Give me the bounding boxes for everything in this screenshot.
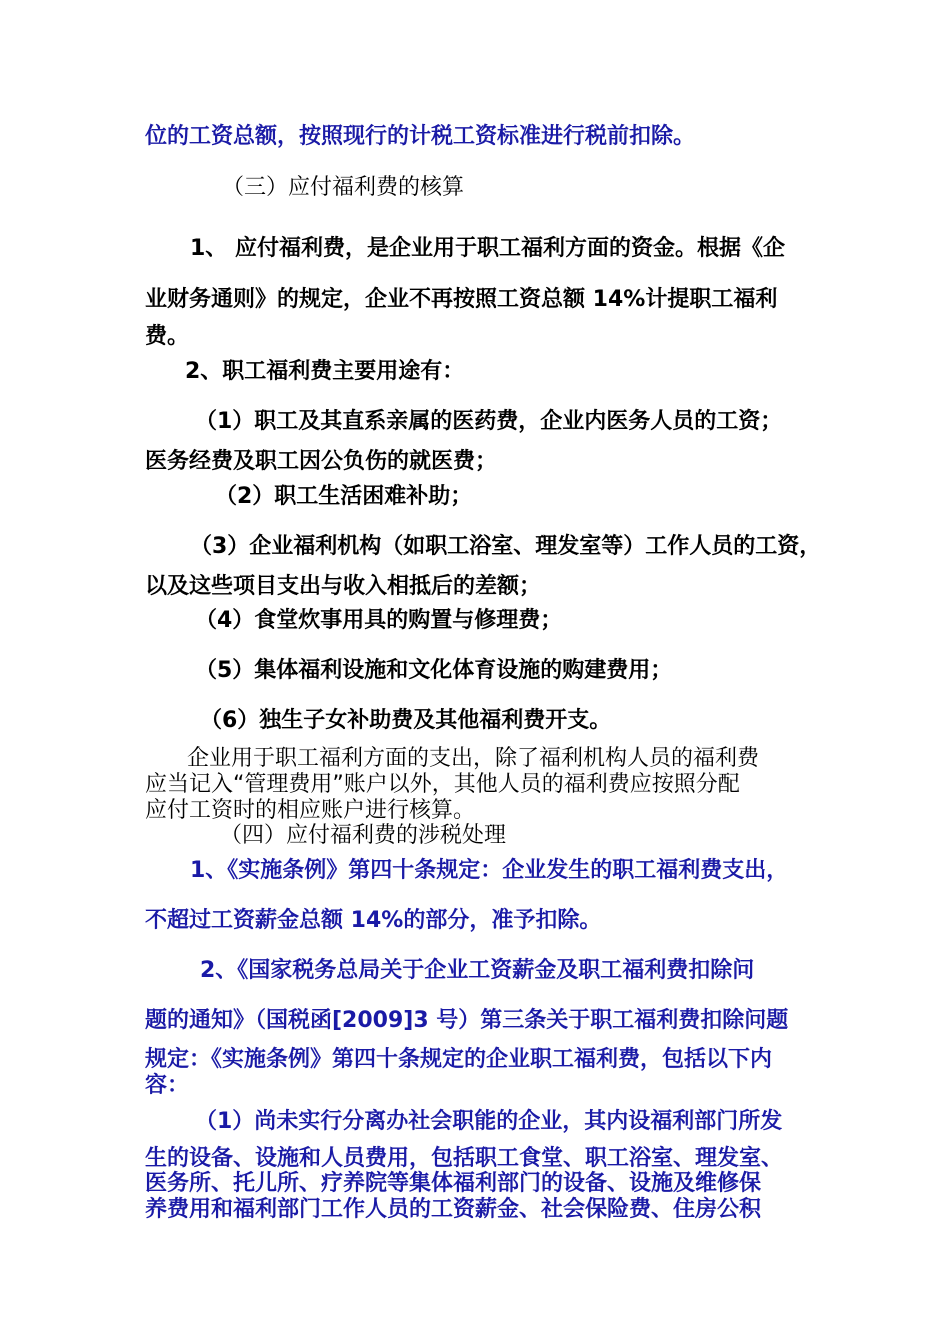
- text-line: 养费用和福利部门工作人员的工资薪金、社会保险费、住房公积: [145, 1197, 762, 1222]
- text-line: 以及这些项目支出与收入相抵后的差额；: [145, 574, 542, 599]
- text-line: 应当记入“管理费用”账户以外，其他人员的福利费应按照分配: [145, 772, 740, 797]
- section-heading: （四）应付福利费的涉税处理: [220, 823, 507, 848]
- text-line: 位的工资总额，按照现行的计税工资标准进行税前扣除。: [145, 124, 696, 149]
- text-line: 企业用于职工福利方面的支出，除了福利机构人员的福利费: [187, 746, 760, 771]
- text-line: 医务经费及职工因公负伤的就医费；: [145, 449, 498, 474]
- text-line: 业财务通则》的规定，企业不再按照工资总额 14%计提职工福利: [145, 287, 778, 312]
- text-line: 费。: [145, 324, 190, 349]
- text-line: 生的设备、设施和人员费用，包括职工食堂、职工浴室、理发室、: [145, 1146, 784, 1171]
- text-line: （6）独生子女补助费及其他福利费开支。: [200, 708, 612, 733]
- text-line: 医务所、托儿所、疗养院等集体福利部门的设备、设施及维修保: [145, 1171, 762, 1196]
- text-line: （3）企业福利机构（如职工浴室、理发室等）工作人员的工资，: [190, 534, 822, 559]
- text-line: 2、《国家税务总局关于企业工资薪金及职工福利费扣除问: [200, 958, 755, 983]
- text-line: 1、《实施条例》第四十条规定：企业发生的职工福利费支出，: [190, 858, 789, 883]
- text-line: 1、 应付福利费，是企业用于职工福利方面的资金。根据《企: [190, 236, 785, 261]
- text-line: （2）职工生活困难补助；: [215, 484, 473, 509]
- text-line: 题的通知》（国税函[2009]3 号）第三条关于职工福利费扣除问题: [145, 1008, 789, 1033]
- text-line: 应付工资时的相应账户进行核算。: [145, 798, 476, 823]
- text-line: 2、职工福利费主要用途有：: [185, 359, 465, 384]
- section-heading: （三）应付福利费的核算: [222, 175, 465, 200]
- text-line: （5）集体福利设施和文化体育设施的购建费用；: [195, 658, 673, 683]
- text-line: （1）尚未实行分离办社会职能的企业，其内设福利部门所发: [195, 1109, 783, 1134]
- text-line: 容：: [145, 1073, 190, 1098]
- text-line: 不超过工资薪金总额 14%的部分，准予扣除。: [145, 908, 602, 933]
- text-line: （1）职工及其直系亲属的医药费，企业内医务人员的工资；: [195, 409, 783, 434]
- text-line: （4）食堂炊事用具的购置与修理费；: [195, 608, 563, 633]
- text-line: 规定：《实施条例》第四十条规定的企业职工福利费，包括以下内: [145, 1047, 773, 1072]
